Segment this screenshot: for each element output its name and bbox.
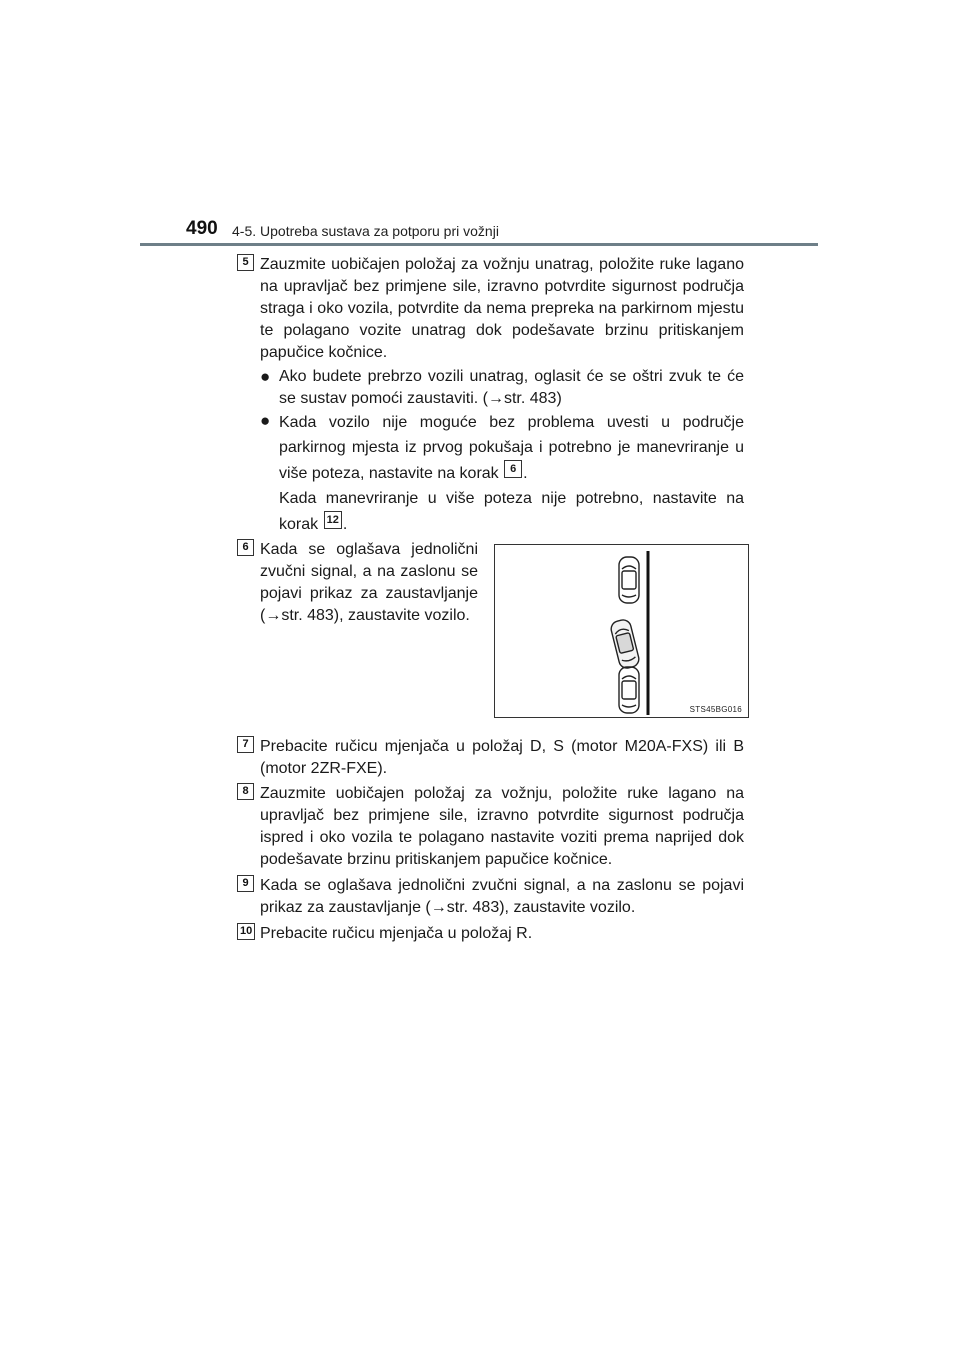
bullet-2-text-b: Kada manevriranje u više poteza nije potrebno, nastavite na korak bbox=[279, 490, 744, 533]
step-badge-9: 9 bbox=[237, 875, 254, 892]
section-title: 4-5. Upotreba sustava za potporu pri vožnji bbox=[232, 223, 499, 239]
step-ref-badge-6: 6 bbox=[504, 460, 522, 478]
car-icon-maneuvering bbox=[609, 618, 640, 669]
step-badge-7: 7 bbox=[237, 736, 254, 753]
step-badge-10: 10 bbox=[237, 923, 255, 940]
step-7-text: Prebacite ručicu mjenjača u položaj D, S (motor M20A-FXS) ili B (motor 2ZR-FXE). bbox=[260, 738, 744, 777]
page-number: 490 bbox=[186, 218, 218, 239]
header-divider bbox=[140, 243, 818, 246]
step-5-bullet-1 bbox=[260, 366, 744, 410]
step-badge-6: 6 bbox=[237, 539, 254, 556]
step-badge-8: 8 bbox=[237, 783, 254, 800]
bullet-icon: ● bbox=[260, 411, 271, 430]
step-ref-badge-12: 12 bbox=[324, 511, 342, 529]
bullet-icon: ● bbox=[260, 367, 271, 386]
bullet-1-text: Ako budete prebrzo vozili unatrag, oglasit će se oštri zvuk te će se sustav pomoći zaustaviti. (→str. 483) bbox=[279, 368, 744, 407]
bullet-2-text-a: Kada vozilo nije moguće bez problema uvesti u područje parkirnog mjesta iz prvog pokušaja i potrebno je manevriranje u više poteza, nastavite na korak bbox=[279, 414, 744, 482]
step-5-text: Zauzmite uobičajen položaj za vožnju unatrag, položite ruke lagano na upravljač bez primjene sile, izravno potvrdite sigurnost područja straga i oko vozila, potvrdite da nema prepreka na parkirnom mjestu te polagano vozite unatrag dok podešavate brzinu pritiskanjem papučice kočnice. bbox=[260, 256, 744, 361]
parking-illustration bbox=[494, 544, 749, 718]
step-5-bullet-2 bbox=[260, 410, 744, 537]
car-icon-front bbox=[619, 557, 639, 603]
bullet-2-period: . bbox=[523, 465, 528, 482]
step-10-text: Prebacite ručicu mjenjača u položaj R. bbox=[260, 925, 533, 942]
step-8-text: Zauzmite uobičajen položaj za vožnju, položite ruke lagano na upravljač bez primjene sile, izravno potvrdite sigurnost područja ispred i oko vozila te polagano nastavite voziti prema naprijed dok podešavate brzinu pritiskanjem papučice kočnice. bbox=[260, 785, 744, 868]
step-badge-5: 5 bbox=[237, 254, 254, 271]
step-9-text: Kada se oglašava jednolični zvučni signal, a na zaslonu se pojavi prikaz za zaustavljanje (→str. 483), zaustavite vozilo. bbox=[260, 877, 744, 916]
car-icon-rear bbox=[619, 667, 639, 713]
bullet-2-text bbox=[279, 410, 744, 537]
parking-diagram bbox=[495, 545, 748, 717]
figure-code: STS45BG016 bbox=[689, 705, 742, 714]
bullet-2-period-2: . bbox=[342, 516, 348, 533]
step-6-text: Kada se oglašava jednolični zvučni signal, a na zaslonu se pojavi prikaz za zaustavljanje (→str. 483), zaustavite vozilo. bbox=[260, 541, 478, 624]
